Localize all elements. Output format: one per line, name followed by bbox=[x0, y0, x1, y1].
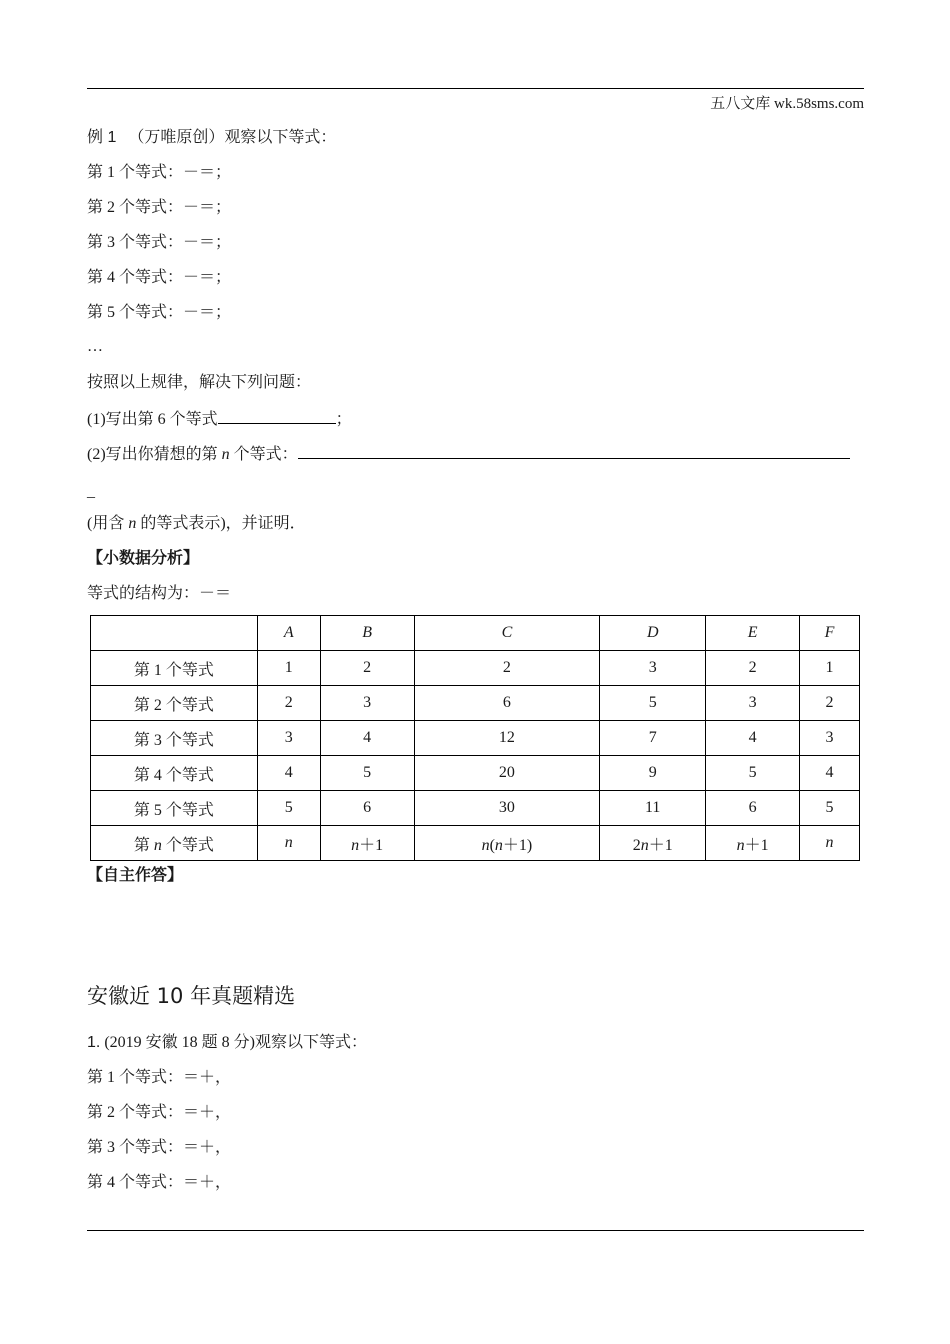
table-cell: n＋1 bbox=[320, 826, 414, 861]
example-equation-3: 第 3 个等式：－＝； bbox=[87, 234, 232, 251]
example-heading bbox=[87, 128, 336, 148]
table-cell: 2n＋1 bbox=[600, 826, 706, 861]
problem-1-equation-4: 第 4 个等式：＝＋， bbox=[87, 1174, 232, 1191]
question-2-note-prefix: (用含 bbox=[87, 515, 129, 532]
table-header-cell: B bbox=[320, 616, 414, 651]
table-cell: 5 bbox=[600, 686, 706, 721]
problem-1-equation-1: 第 1 个等式：＝＋， bbox=[87, 1069, 232, 1086]
question-2-trail: _ bbox=[87, 483, 95, 500]
table-cell: 6 bbox=[706, 791, 800, 826]
question-2-answer-blank[interactable] bbox=[298, 443, 850, 459]
table-cell: 4 bbox=[706, 721, 800, 756]
table-cell: 3 bbox=[257, 721, 320, 756]
table-cell: 2 bbox=[706, 651, 800, 686]
table-cell: 5 bbox=[257, 791, 320, 826]
question-2 bbox=[87, 443, 850, 465]
problem-1-heading bbox=[87, 1033, 367, 1053]
example-intro: 观察以下等式： bbox=[224, 129, 337, 146]
table-cell: 5 bbox=[706, 756, 800, 791]
example-label: 例 1 bbox=[87, 129, 117, 146]
question-2-note-var: n bbox=[128, 515, 137, 532]
example-equation-1: 第 1 个等式：－＝； bbox=[87, 164, 232, 181]
table-cell: 5 bbox=[320, 756, 414, 791]
problem-1-source: (2019 安徽 18 题 8 分) bbox=[100, 1034, 256, 1051]
table-row bbox=[91, 651, 860, 686]
table-header-cell: F bbox=[800, 616, 860, 651]
table-cell: 第 4 个等式 bbox=[91, 756, 258, 791]
question-1-text: (1)写出第 6 个等式 bbox=[87, 411, 218, 428]
example-equation-2: 第 2 个等式：－＝； bbox=[87, 199, 232, 216]
table-cell: n bbox=[257, 826, 320, 861]
footer-rule bbox=[87, 1230, 864, 1231]
table-cell: 1 bbox=[800, 651, 860, 686]
table-cell: 5 bbox=[800, 791, 860, 826]
analysis-structure: 等式的结构为：－＝ bbox=[87, 585, 232, 602]
table-row bbox=[91, 686, 860, 721]
table-cell: 2 bbox=[257, 686, 320, 721]
table-cell: 3 bbox=[706, 686, 800, 721]
table-cell: 2 bbox=[414, 651, 600, 686]
problem-1-equation-3: 第 3 个等式：＝＋， bbox=[87, 1139, 232, 1156]
question-2-prefix: (2)写出你猜想的第 bbox=[87, 446, 222, 463]
example-equation-5: 第 5 个等式：－＝； bbox=[87, 304, 232, 321]
example-equation-4: 第 4 个等式：－＝； bbox=[87, 269, 232, 286]
example-ellipsis: … bbox=[87, 338, 103, 355]
question-2-suffix: 个等式： bbox=[229, 446, 298, 463]
header-rule bbox=[87, 88, 864, 89]
table-cell: 第 n 个等式 bbox=[91, 826, 258, 861]
table-cell: 3 bbox=[320, 686, 414, 721]
table-header-row bbox=[91, 616, 860, 651]
table-cell: 4 bbox=[320, 721, 414, 756]
self-answer-title: 【自主作答】 bbox=[87, 867, 184, 884]
section-title: 安徽近 10 年真题精选 bbox=[87, 984, 296, 1008]
table-cell: 4 bbox=[800, 756, 860, 791]
table-row-general bbox=[91, 826, 860, 861]
header-site-name: 五八文库 wk.58sms.com bbox=[710, 96, 864, 112]
table-cell: 2 bbox=[320, 651, 414, 686]
table-cell: n(n＋1) bbox=[414, 826, 600, 861]
problem-1-intro: 观察以下等式： bbox=[255, 1034, 368, 1051]
question-1-end: ； bbox=[335, 411, 352, 428]
table-cell: 3 bbox=[600, 651, 706, 686]
table-row bbox=[91, 756, 860, 791]
table-header-cell: D bbox=[600, 616, 706, 651]
table-cell: 第 5 个等式 bbox=[91, 791, 258, 826]
table-header-cell: A bbox=[257, 616, 320, 651]
table-row bbox=[91, 721, 860, 756]
table-cell: 第 3 个等式 bbox=[91, 721, 258, 756]
table-cell: 第 2 个等式 bbox=[91, 686, 258, 721]
table-cell: 6 bbox=[320, 791, 414, 826]
table-cell: 第 1 个等式 bbox=[91, 651, 258, 686]
problem-1-equation-2: 第 2 个等式：＝＋， bbox=[87, 1104, 232, 1121]
table-header-cell bbox=[91, 616, 258, 651]
table-row bbox=[91, 791, 860, 826]
question-2-var: n bbox=[221, 446, 230, 463]
question-1 bbox=[87, 408, 352, 430]
table-cell: 12 bbox=[414, 721, 600, 756]
analysis-title: 【小数据分析】 bbox=[87, 550, 200, 567]
table-header-cell: C bbox=[414, 616, 600, 651]
table-header-cell: E bbox=[706, 616, 800, 651]
table-cell: 3 bbox=[800, 721, 860, 756]
question-2-note bbox=[87, 514, 306, 534]
table-cell: 6 bbox=[414, 686, 600, 721]
example-source: （万唯原创） bbox=[128, 129, 225, 146]
table-cell: n＋1 bbox=[706, 826, 800, 861]
table-cell: 2 bbox=[800, 686, 860, 721]
example-instruction: 按照以上规律，解决下列问题： bbox=[87, 374, 312, 391]
table-cell: 20 bbox=[414, 756, 600, 791]
table-cell: 11 bbox=[600, 791, 706, 826]
table-cell: 1 bbox=[257, 651, 320, 686]
question-1-answer-blank[interactable] bbox=[218, 408, 336, 424]
table-cell: 30 bbox=[414, 791, 600, 826]
problem-1-number: 1. bbox=[87, 1034, 101, 1051]
analysis-table bbox=[90, 615, 860, 861]
question-2-note-suffix: 的等式表示)，并证明． bbox=[136, 515, 306, 532]
table-cell: 7 bbox=[600, 721, 706, 756]
table-cell: 9 bbox=[600, 756, 706, 791]
table-cell: 4 bbox=[257, 756, 320, 791]
table-cell: n bbox=[800, 826, 860, 861]
